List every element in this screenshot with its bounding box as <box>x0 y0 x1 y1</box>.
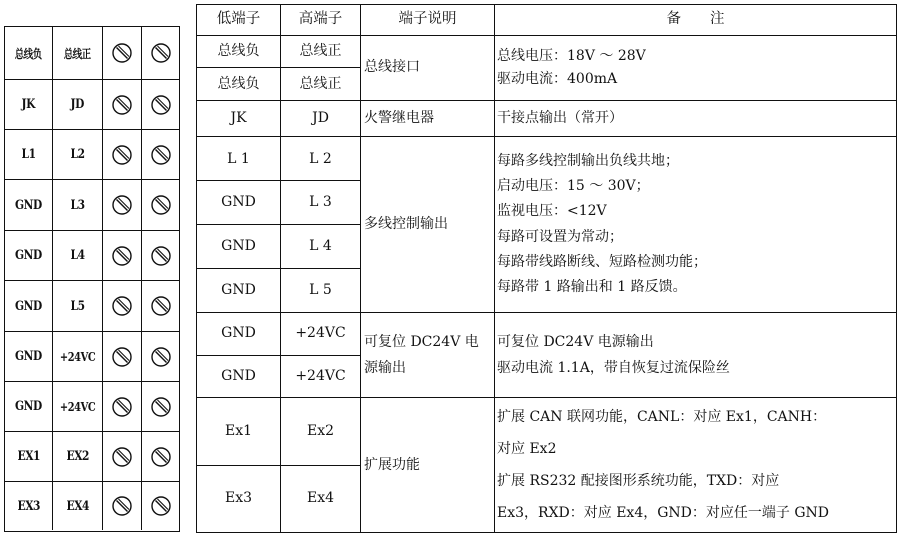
terminal-high-label: L4 <box>70 248 85 263</box>
terminal-row <box>5 481 179 530</box>
cell-note: 干接点输出（常开） <box>495 100 897 137</box>
screw-terminal-icon <box>142 281 179 331</box>
terminal-high-label: 总线正 <box>64 46 91 61</box>
cell-low: GND <box>197 268 281 312</box>
desc-line: 可复位 DC24V 电 <box>364 333 479 350</box>
terminal-low <box>5 382 53 431</box>
terminal-high-label: EX2 <box>66 449 89 464</box>
note-line: 启动电压：15 ～ 30V； <box>497 178 650 195</box>
terminal-high-label: L3 <box>70 197 85 213</box>
screw-terminal-icon <box>142 382 179 431</box>
terminal-low <box>5 432 53 481</box>
terminal-low <box>5 180 53 230</box>
screw-terminal-icon <box>142 432 179 481</box>
screw-terminal-icon <box>103 332 142 381</box>
terminal-low-label: L1 <box>21 147 36 162</box>
cell-low: GND <box>197 312 281 355</box>
note-line: 总线电压：18V ～ 28V <box>497 47 646 64</box>
table-row <box>197 35 897 68</box>
cell-high: Ex2 <box>281 398 361 465</box>
cell-high: L 3 <box>281 181 361 225</box>
terminal-high <box>53 332 103 381</box>
terminal-low-label: GND <box>15 197 42 213</box>
table-row <box>197 312 897 355</box>
terminal-high <box>53 80 103 129</box>
terminal-high <box>53 130 103 179</box>
note-line: 每路带 1 路输出和 1 路反馈。 <box>497 279 687 296</box>
header-high-terminal: 高端子 <box>281 5 361 36</box>
screw-terminal-icon <box>103 130 142 179</box>
screw-terminal-icon <box>142 180 179 230</box>
cell-high: +24VC <box>281 355 361 398</box>
cell-high: +24VC <box>281 312 361 355</box>
screw-terminal-icon <box>142 80 179 129</box>
screw-terminal-icon <box>103 432 142 481</box>
screw-terminal-icon <box>103 180 142 230</box>
terminal-row <box>5 79 179 129</box>
terminal-row <box>5 381 179 431</box>
terminal-row <box>5 129 179 179</box>
terminal-row <box>5 431 179 481</box>
cell-low: Ex1 <box>197 398 281 465</box>
cell-desc: 扩展功能 <box>361 398 495 533</box>
header-terminal-desc: 端子说明 <box>361 5 495 36</box>
note-line: 扩展 CAN 联网功能，CANL：对应 Ex1，CANH： <box>497 408 827 425</box>
terminal-high <box>53 180 103 230</box>
terminal-high <box>53 482 103 530</box>
table-row <box>197 100 897 137</box>
terminal-row <box>5 179 179 230</box>
screw-terminal-icon <box>142 482 179 530</box>
terminal-row <box>5 230 179 280</box>
cell-low: GND <box>197 181 281 225</box>
table-row <box>197 398 897 465</box>
cell-high: 总线正 <box>281 68 361 101</box>
terminal-low <box>5 27 53 79</box>
note-line: 监视电压：<12V <box>497 203 607 220</box>
cell-desc: 总线接口 <box>361 35 495 100</box>
cell-high: L 4 <box>281 225 361 269</box>
cell-desc: 多线控制输出 <box>361 137 495 312</box>
terminal-row <box>5 280 179 331</box>
cell-low: 总线负 <box>197 68 281 101</box>
cell-note <box>495 35 897 100</box>
cell-high: L 2 <box>281 137 361 181</box>
cell-low: L 1 <box>197 137 281 181</box>
cell-note <box>495 398 897 533</box>
table-header-row <box>197 5 897 36</box>
terminal-row <box>5 331 179 381</box>
table-row <box>197 137 897 181</box>
screw-terminal-icon <box>103 80 142 129</box>
note-line: 每路可设置为常动； <box>497 228 623 245</box>
terminal-info-table <box>196 4 896 533</box>
terminal-low-label: GND <box>15 298 42 314</box>
terminal-high <box>53 281 103 331</box>
terminal-low <box>5 332 53 381</box>
screw-terminal-icon <box>142 231 179 280</box>
cell-low: 总线负 <box>197 35 281 68</box>
terminal-high-label: EX4 <box>66 498 89 514</box>
header-low-terminal: 低端子 <box>197 5 281 36</box>
cell-high: L 5 <box>281 268 361 312</box>
terminal-row <box>5 27 179 79</box>
cell-desc: 火警继电器 <box>361 100 495 137</box>
desc-line: 源输出 <box>364 360 406 377</box>
cell-desc <box>361 312 495 398</box>
note-line: 驱动电流 1.1A，带自恢复过流保险丝 <box>497 360 730 377</box>
terminal-low <box>5 231 53 280</box>
header-note: 备 注 <box>495 5 897 36</box>
screw-terminal-icon <box>103 482 142 530</box>
screw-terminal-icon <box>103 27 142 79</box>
cell-high: JD <box>281 100 361 137</box>
terminal-low <box>5 80 53 129</box>
cell-low: Ex3 <box>197 465 281 532</box>
terminal-high-label: JD <box>70 97 85 112</box>
cell-low: GND <box>197 225 281 269</box>
terminal-low-label: GND <box>15 349 42 364</box>
terminal-strip-diagram <box>4 26 180 532</box>
note-line: 对应 Ex2 <box>497 441 557 457</box>
terminal-high-label: +24VC <box>59 349 96 364</box>
terminal-high <box>53 432 103 481</box>
terminal-low <box>5 482 53 530</box>
terminal-low-label: EX1 <box>17 449 40 464</box>
cell-note <box>495 312 897 398</box>
terminal-low-label: GND <box>15 399 42 414</box>
screw-terminal-icon <box>142 27 179 79</box>
terminal-low <box>5 281 53 331</box>
note-line: 每路多线控制输出负线共地； <box>497 153 679 170</box>
cell-low: JK <box>197 100 281 137</box>
note-line: 扩展 RS232 配接图形系统功能，TXD：对应 <box>497 473 780 490</box>
note-line: Ex3，RXD：对应 Ex4，GND：对应任一端子 GND <box>497 505 829 522</box>
note-line: 可复位 DC24V 电源输出 <box>497 333 654 350</box>
note-line: 驱动电流：400mA <box>497 70 618 87</box>
terminal-high-label: +24VC <box>59 399 96 414</box>
terminal-high-label: L2 <box>70 147 85 162</box>
terminal-low-label: JK <box>21 97 36 112</box>
terminal-high <box>53 231 103 280</box>
terminal-high-label: L5 <box>70 298 85 314</box>
screw-terminal-icon <box>142 130 179 179</box>
terminal-high <box>53 382 103 431</box>
cell-high: 总线正 <box>281 35 361 68</box>
terminal-high <box>53 27 103 79</box>
screw-terminal-icon <box>103 382 142 431</box>
cell-low: GND <box>197 355 281 398</box>
terminal-low-label: EX3 <box>17 498 40 514</box>
screw-terminal-icon <box>103 231 142 280</box>
cell-note <box>495 137 897 312</box>
cell-high: Ex4 <box>281 465 361 532</box>
note-line: 每路带线路断线、短路检测功能； <box>497 253 707 270</box>
terminal-low-label: 总线负 <box>15 46 42 61</box>
terminal-low-label: GND <box>15 248 42 263</box>
screw-terminal-icon <box>142 332 179 381</box>
screw-terminal-icon <box>103 281 142 331</box>
terminal-low <box>5 130 53 179</box>
